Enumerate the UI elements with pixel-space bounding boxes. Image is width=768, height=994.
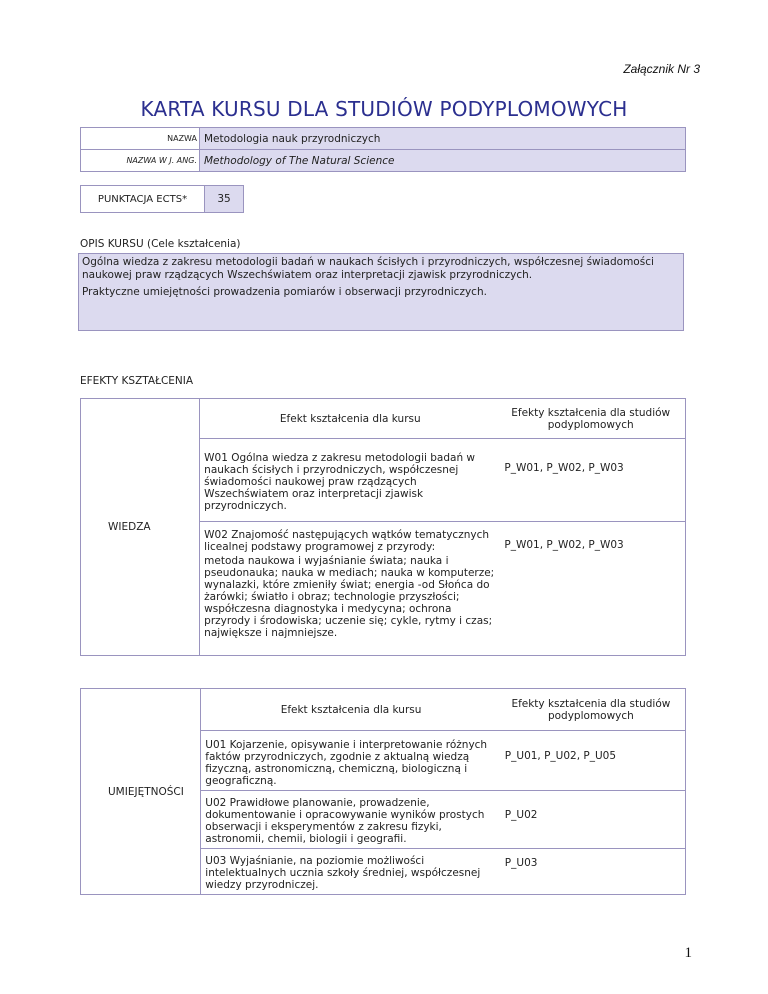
page-number: 1 bbox=[684, 945, 692, 961]
course-name-table bbox=[80, 127, 686, 172]
name-label: NAZWA bbox=[81, 128, 200, 150]
skills-head-course: Efekt kształcenia dla kursu bbox=[201, 689, 497, 731]
ects-table bbox=[80, 185, 244, 213]
ects-label: PUNKTACJA ECTS* bbox=[81, 186, 205, 213]
skills-table bbox=[80, 688, 686, 895]
annex-label: Załącznik Nr 3 bbox=[623, 62, 700, 76]
name-en-value: Methodology of The Natural Science bbox=[200, 150, 686, 172]
knowledge-w02-text-a: W02 Znajomość następujących wątków tematycznych licealnej podstawy programowej z przyrody: bbox=[204, 529, 490, 553]
description-paragraph-2: Praktyczne umiejętności prowadzenia pomiarów i obserwacji przyrodniczych. bbox=[82, 286, 487, 298]
knowledge-w01-text: W01 Ogólna wiedza z zakresu metodologii badań w naukach ścisłych i przyrodniczych, współczesnej świadomości naukowej praw rządzących Wszechświatem oraz interpretacji zjawisk przyrodniczych. bbox=[200, 439, 497, 522]
description-label: OPIS KURSU (Cele kształcenia) bbox=[80, 238, 241, 250]
skills-u03-text: U03 Wyjaśnianie, na poziomie możliwości intelektualnych ucznia szkoły średniej, współczesnej wiedzy przyrodniczej. bbox=[201, 849, 497, 895]
ects-value: 35 bbox=[205, 186, 244, 213]
skills-u02-text: U02 Prawidłowe planowanie, prowadzenie, dokumentowanie i opracowywanie wyników prostych obserwacji i eksperymentów z zakresu fizyki, astronomii, chemii, biologii i geografii. bbox=[201, 791, 497, 849]
knowledge-table bbox=[80, 398, 686, 656]
knowledge-w01-codes: P_W01, P_W02, P_W03 bbox=[496, 439, 685, 522]
knowledge-head-course: Efekt kształcenia dla kursu bbox=[200, 399, 497, 439]
description-box bbox=[78, 253, 684, 331]
skills-u01-text: U01 Kojarzenie, opisywanie i interpretowanie różnych faktów przyrodniczych, zgodnie z aktualną wiedzą fizyczną, astronomiczną, chemiczną, biologiczną i geograficzną. bbox=[201, 731, 497, 791]
skills-u03-codes: P_U03 bbox=[497, 849, 686, 895]
name-en-label: NAZWA W J. ANG. bbox=[81, 150, 200, 172]
knowledge-w02-codes: P_W01, P_W02, P_W03 bbox=[496, 522, 685, 656]
knowledge-category: WIEDZA bbox=[81, 399, 200, 656]
name-value: Metodologia nauk przyrodniczych bbox=[200, 128, 686, 150]
knowledge-head-studies: Efekty kształcenia dla studiów podyplomowych bbox=[496, 399, 685, 439]
skills-category: UMIEJĘTNOŚCI bbox=[81, 689, 201, 895]
effects-label: EFEKTY KSZTAŁCENIA bbox=[80, 375, 194, 387]
skills-head-studies: Efekty kształcenia dla studiów podyplomowych bbox=[497, 689, 686, 731]
description-paragraph-1: Ogólna wiedza z zakresu metodologii badań w naukach ścisłych i przyrodniczych, współczesnej świadomości naukowej praw rządzących Wszechświatem oraz interpretacji zjawisk przyrodniczych. bbox=[82, 256, 654, 281]
page-title: KARTA KURSU DLA STUDIÓW PODYPLOMOWYCH bbox=[140, 97, 628, 121]
skills-u02-codes: P_U02 bbox=[497, 791, 686, 849]
knowledge-w02-text-b: metoda naukowa i wyjaśnianie świata; nauka i pseudonauka; nauka w mediach; nauka w komputerze; wynalazki, które zmieniły świat; energia -od Słońca do żarówki; światło i obraz; technologie przyszłości; współczesna diagnostyka i medycyna; ochrona przyrody i środowiska; uczenie się; cykle, rytmy i czas; największe i najmniejsze. bbox=[204, 555, 495, 639]
skills-u01-codes: P_U01, P_U02, P_U05 bbox=[497, 731, 686, 791]
